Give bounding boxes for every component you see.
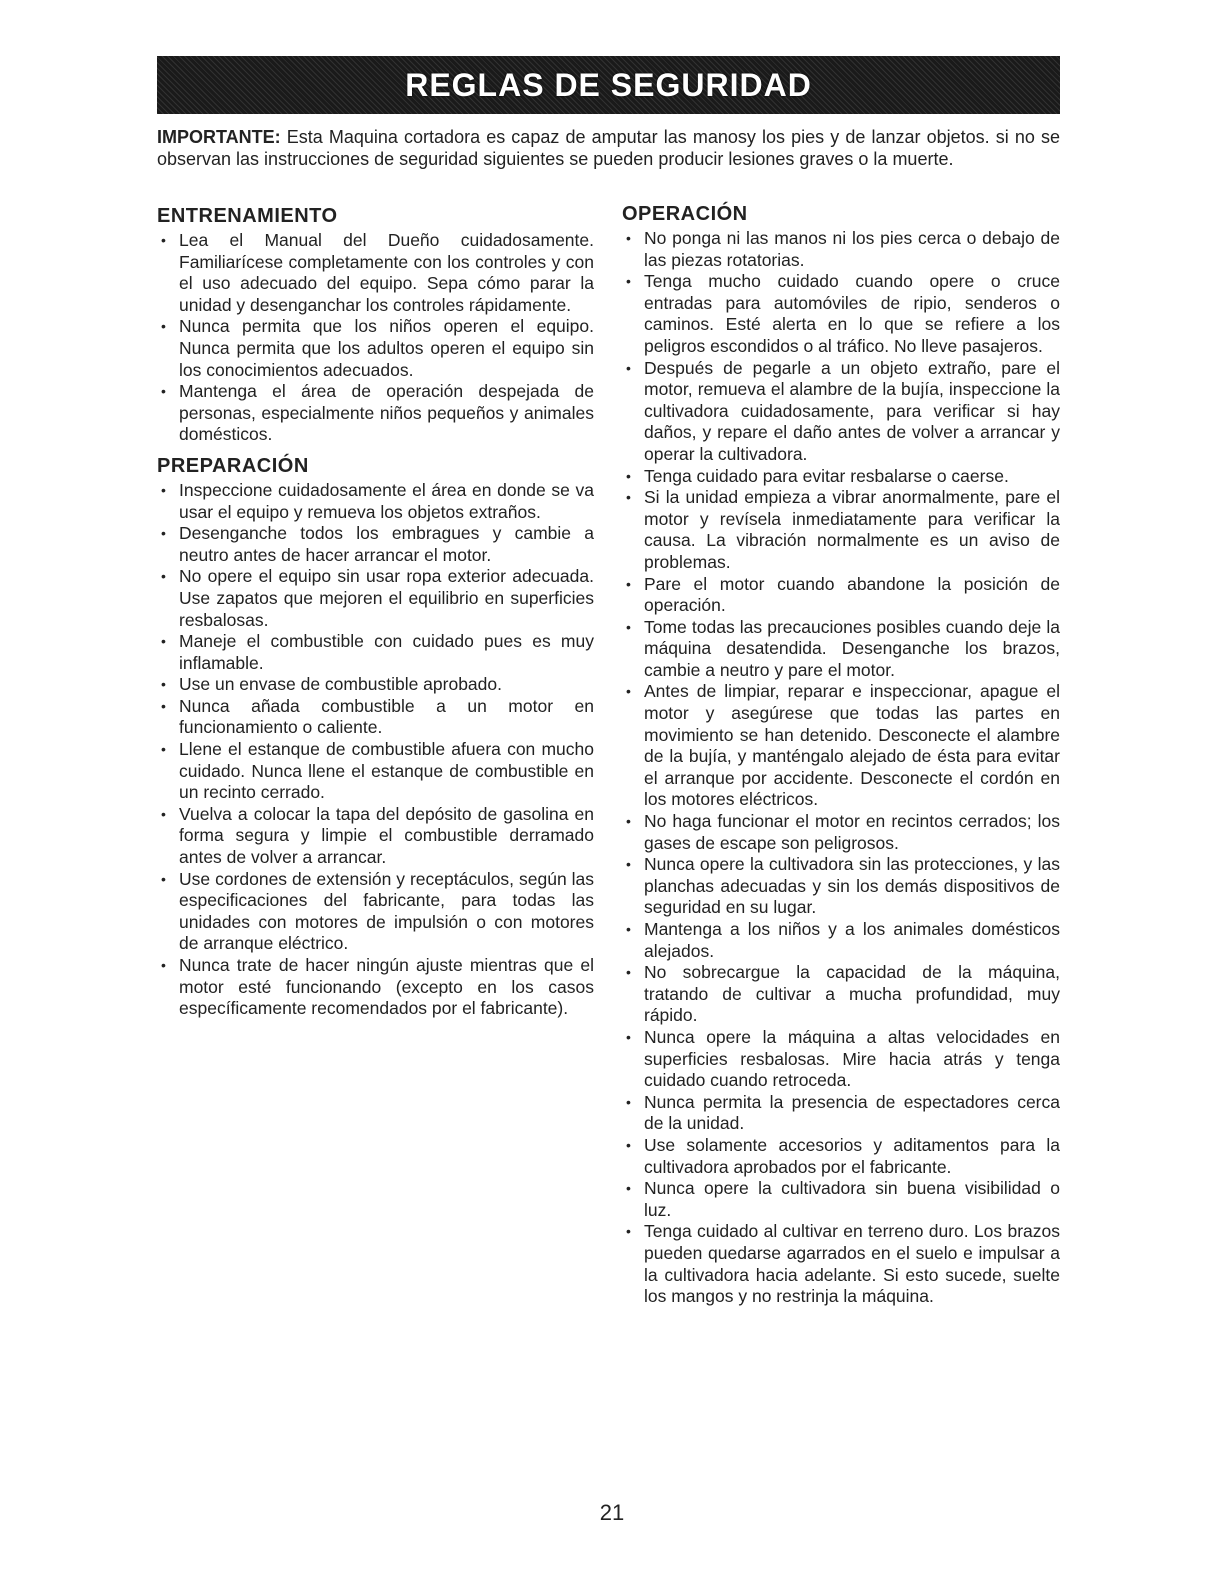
list-item: • Antes de limpiar, reparar e inspeccionar, apague el motor y asegúrese que todas las partes en movimiento se han detenido. Desconecte el alambre de la bujía, y manténgalo alejado de ésta para evitar el arranque por accidente. Desconecte el cordón en los motores eléctricos. bbox=[622, 681, 1060, 811]
page-number: 21 bbox=[599, 1500, 625, 1525]
list-item: • Use solamente accesorios y aditamentos para la cultivadora aprobados por el fabricante. bbox=[622, 1135, 1060, 1178]
list-item: • Desenganche todos los embragues y cambie a neutro antes de hacer arrancar el motor. bbox=[157, 523, 594, 566]
section-heading-entrenamiento: ENTRENAMIENTO bbox=[157, 205, 338, 227]
list-item: • Use un envase de combustible aprobado. bbox=[157, 674, 594, 696]
section-heading-preparacion: PREPARACIÓN bbox=[157, 454, 309, 477]
important-text: Esta Maquina cortadora es capaz de amputar las manosy los pies y de lanzar objetos. si no se observan las instrucciones de seguridad siguientes se pueden producir lesiones graves o la muerte. bbox=[157, 127, 1060, 169]
list-item: • Mantenga el área de operación despejada de personas, especialmente niños pequeños y animales domésticos. bbox=[157, 381, 594, 446]
left-column bbox=[157, 204, 594, 1020]
list-item: • Nunca opere la cultivadora sin las protecciones, y las planchas adecuadas y sin los demás dispositivos de seguridad en su lugar. bbox=[622, 854, 1060, 919]
list-item: • Nunca opere la cultivadora sin buena visibilidad o luz. bbox=[622, 1178, 1060, 1221]
list-item: • Use cordones de extensión y receptáculos, según las especificaciones del fabricante, para todas las unidades con motores de impulsión o con motores de arranque eléctrico. bbox=[157, 869, 594, 955]
list-item: • Pare el motor cuando abandone la posición de operación. bbox=[622, 574, 1060, 617]
important-label: IMPORTANTE: bbox=[157, 127, 281, 147]
list-item: • Si la unidad empieza a vibrar anormalmente, pare el motor y revísela inmediatamente para verificar la causa. La vibración normalmente es un aviso de problemas. bbox=[622, 487, 1060, 573]
list-preparacion bbox=[157, 480, 594, 1020]
list-item: • Nunca permita la presencia de espectadores cerca de la unidad. bbox=[622, 1092, 1060, 1135]
list-item: • Tenga cuidado para evitar resbalarse o caerse. bbox=[622, 466, 1060, 488]
important-notice bbox=[157, 126, 1060, 170]
list-item: • Nunca opere la máquina a altas velocidades en superficies resbalosas. Mire hacia atrás y tenga cuidado cuando retroceda. bbox=[622, 1027, 1060, 1092]
list-item: • Después de pegarle a un objeto extraño, pare el motor, remueva el alambre de la bujía, inspeccione la cultivadora cuidadosamente, para verificar si hay daños, y repare el daño antes de volver a arrancar y operar la cultivadora. bbox=[622, 358, 1060, 466]
list-item: • Inspeccione cuidadosamente el área en donde se va usar el equipo y remueva los objetos extraños. bbox=[157, 480, 594, 523]
page-title: REGLAS DE SEGURIDAD bbox=[405, 66, 812, 103]
list-item: • Tenga cuidado al cultivar en terreno duro. Los brazos pueden quedarse agarrados en el suelo e impulsar a la cultivadora hacia adelante. Si esto sucede, suelte los mangos y no restrinja la máquina. bbox=[622, 1221, 1060, 1307]
list-item: • No opere el equipo sin usar ropa exterior adecuada. Use zapatos que mejoren el equilibrio en superficies resbalosas. bbox=[157, 566, 594, 631]
list-item: • No haga funcionar el motor en recintos cerrados; los gases de escape son peligrosos. bbox=[622, 811, 1060, 854]
list-item: • Vuelva a colocar la tapa del depósito de gasolina en forma segura y limpie el combustible derramado antes de volver a arrancar. bbox=[157, 804, 594, 869]
right-column bbox=[622, 202, 1060, 1308]
list-item: • Mantenga a los niños y a los animales domésticos alejados. bbox=[622, 919, 1060, 962]
list-item: • Lea el Manual del Dueño cuidadosamente. Familiarícese completamente con los controles y con el uso adecuado del equipo. Sepa cómo parar la unidad y desenganchar los controles rápidamente. bbox=[157, 230, 594, 316]
list-item: • Nunca añada combustible a un motor en funcionamiento o caliente. bbox=[157, 696, 594, 739]
list-item: • Maneje el combustible con cuidado pues es muy inflamable. bbox=[157, 631, 594, 674]
list-item: • Nunca trate de hacer ningún ajuste mientras que el motor esté funcionando (excepto en los casos específicamente recomendados por el fabricante). bbox=[157, 955, 594, 1020]
list-operacion bbox=[622, 228, 1060, 1308]
list-item: • Llene el estanque de combustible afuera con mucho cuidado. Nunca llene el estanque de combustible en un recinto cerrado. bbox=[157, 739, 594, 804]
list-item: • Tome todas las precauciones posibles cuando deje la máquina desatendida. Desenganche los brazos, cambie a neutro y pare el motor. bbox=[622, 617, 1060, 682]
title-banner bbox=[157, 56, 1060, 114]
section-heading-operacion: OPERACIÓN bbox=[622, 203, 748, 225]
list-item: • No ponga ni las manos ni los pies cerca o debajo de las piezas rotatorias. bbox=[622, 228, 1060, 271]
list-item: • Tenga mucho cuidado cuando opere o cruce entradas para automóviles de ripio, senderos o caminos. Esté alerta en lo que se refiere a los peligros escondidos o al tráfico. No lleve pasajeros. bbox=[622, 271, 1060, 357]
list-item: • Nunca permita que los niños operen el equipo. Nunca permita que los adultos operen el equipo sin los conocimientos adecuados. bbox=[157, 316, 594, 381]
list-entrenamiento bbox=[157, 230, 594, 446]
list-item: • No sobrecargue la capacidad de la máquina, tratando de cultivar a mucha profundidad, muy rápido. bbox=[622, 962, 1060, 1027]
